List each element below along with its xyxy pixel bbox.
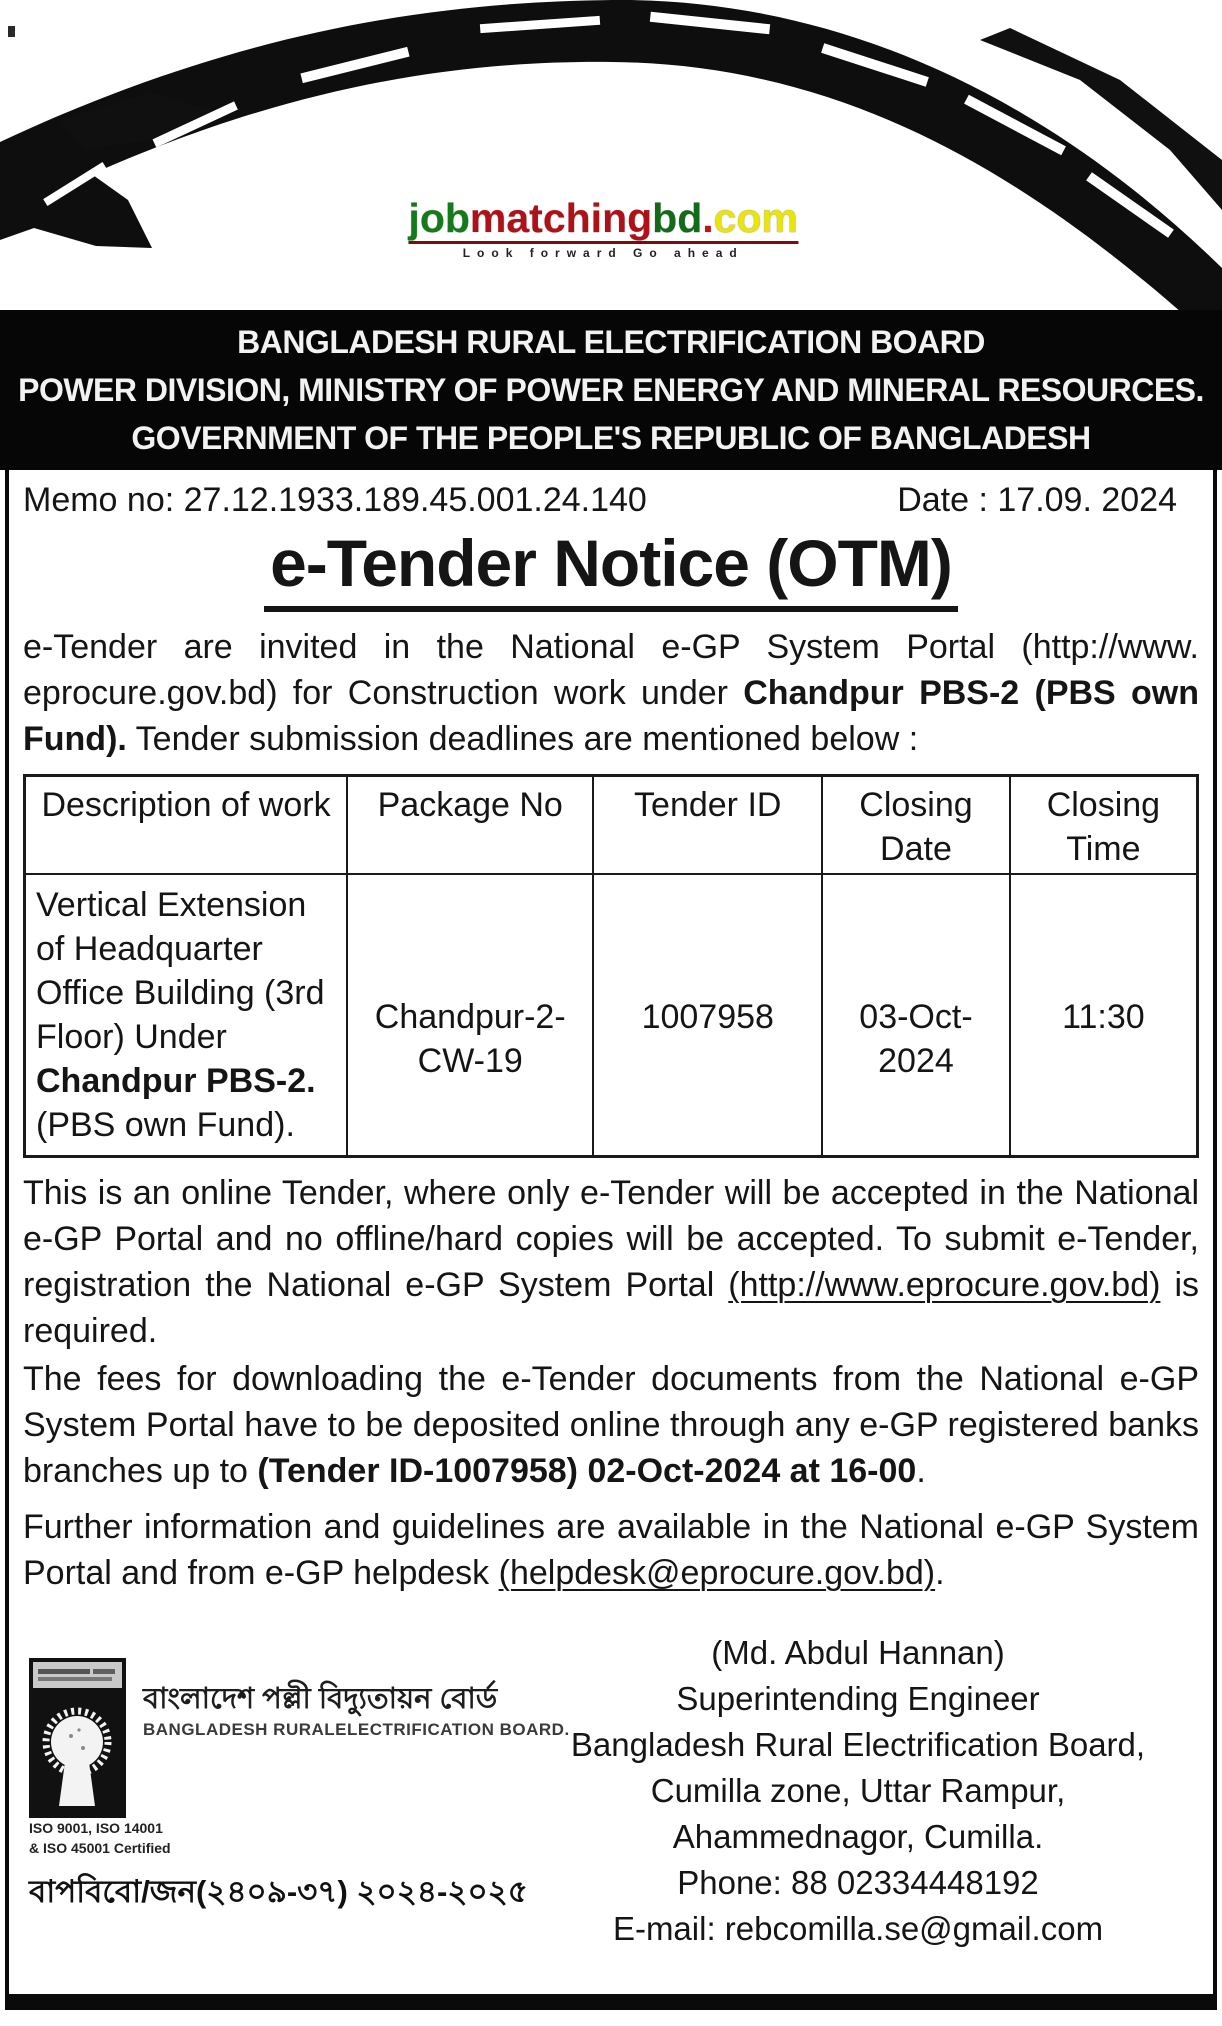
col-header-closing-date: Closing Date: [822, 775, 1010, 874]
cell-closing-time: 11:30: [1010, 874, 1198, 1157]
signatory-email: E-mail: rebcomilla.se@gmail.com: [612, 1909, 1104, 1947]
signature-block: [478, 1630, 1222, 1952]
org-header-band: [0, 310, 1222, 470]
cell-tender-id: 1007958: [593, 874, 822, 1157]
org-header-line-3: GOVERNMENT OF THE PEOPLE'S REPUBLIC OF BANGLADESH: [131, 420, 1091, 456]
memo-number: Memo no: 27.12.1933.189.45.001.24.140: [23, 481, 647, 519]
col-header-package: Package No: [347, 775, 593, 874]
iso-line-1: ISO 9001, ISO 14001: [29, 1819, 163, 1836]
tender-table-head: [25, 775, 1198, 874]
org-header-line-2: POWER DIVISION, MINISTRY OF POWER ENERGY AND MINERAL RESOURCES.: [18, 372, 1204, 408]
brush-arc-icon: [0, 0, 1222, 320]
arc-decoration: [0, 0, 1222, 320]
title-wrap: [23, 526, 1199, 612]
page-title: e-Tender Notice (OTM): [264, 526, 958, 612]
fees-paragraph: The fees for downloading the e-Tender documents from the National e-GP System Portal have to be deposited online through any e-GP registered banks branches up to (Tender ID-1007958) 02-Oct-2024 at 16-00.: [23, 1359, 1199, 1490]
footer: [23, 1602, 1199, 1947]
intro-paragraph: e-Tender are invited in the National e-GP System Portal (http://www. eprocure.gov.bd) for Construction work under Chandpur PBS-2 (PBS own Fund). Tender submission deadlines are mentioned below :: [23, 627, 1200, 758]
cell-package-no: Chandpur-2-CW-19: [347, 874, 593, 1157]
memo-date: Date : 17.09. 2024: [897, 481, 1177, 519]
tender-table-body: [25, 874, 1198, 1157]
col-header-closing-time: Closing Time: [1010, 775, 1198, 874]
col-header-description: Description of work: [25, 775, 348, 874]
col-header-tender-id: Tender ID: [593, 775, 822, 874]
signatory-zone: Cumilla zone, Uttar Rampur,: [650, 1771, 1066, 1809]
cell-closing-date: 03-Oct-2024: [822, 874, 1010, 1157]
iso-line-2: & ISO 45001 Certified: [29, 1839, 171, 1856]
memo-row: [23, 480, 1199, 520]
signatory-address: Ahammednagor, Cumilla.: [672, 1817, 1044, 1855]
signatory-org: Bangladesh Rural Electrification Board,: [570, 1725, 1146, 1763]
table-header-row: [25, 775, 1198, 874]
further-info-paragraph: Further information and guidelines are available in the National e-GP System Portal and from e-GP helpdesk (helpdesk@eprocure.gov.bd).: [23, 1507, 1199, 1592]
wordmark-part-com: com: [713, 195, 798, 241]
cell-description: Vertical Extension of Headquarter Office Building (3rd Floor) Under Chandpur PBS-2. (PBS own Fund).: [25, 874, 348, 1157]
signatory-title: Superintending Engineer: [676, 1679, 1040, 1717]
table-row: [25, 874, 1198, 1157]
wordmark-part-job: job: [408, 195, 470, 241]
reference-number-bengali: বাপবিবো/জন(২৪০৯-৩৭) ২০২৪-২০২৫: [29, 1873, 528, 1909]
online-tender-paragraph: This is an online Tender, where only e-Tender will be accepted in the National e-GP Portal and no offline/hard copies will be accepted. To submit e-Tender, registration the National e-GP System Portal (http://www.eprocure.gov.bd) is required.: [23, 1173, 1200, 1350]
iso-certification: [29, 1818, 171, 1858]
breb-logo: [29, 1658, 126, 1823]
wordmark-part-bd: bd: [652, 195, 703, 241]
org-name-english: BANGLADESH RURALELECTRIFICATION BOARD.: [143, 1719, 570, 1739]
site-wordmark: [408, 195, 798, 241]
org-header-line-1: BANGLADESH RURAL ELECTRIFICATION BOARD: [237, 324, 985, 360]
org-name-bengali: বাংলাদেশ পল্লী বিদ্যুতায়ন বোর্ড: [143, 1682, 498, 1715]
lightbulb-logo-icon: [29, 1658, 126, 1818]
wordmark-part-matching: matching: [469, 195, 653, 241]
notice-frame: [5, 470, 1217, 2010]
site-watermark: [408, 195, 798, 260]
signatory-phone: Phone: 88 02334448192: [677, 1863, 1039, 1901]
signatory-name: (Md. Abdul Hannan): [711, 1633, 1005, 1671]
tender-table: [23, 774, 1199, 1158]
site-tagline: Look forward Go ahead: [408, 241, 798, 260]
wordmark-part-dot: .: [702, 195, 714, 241]
